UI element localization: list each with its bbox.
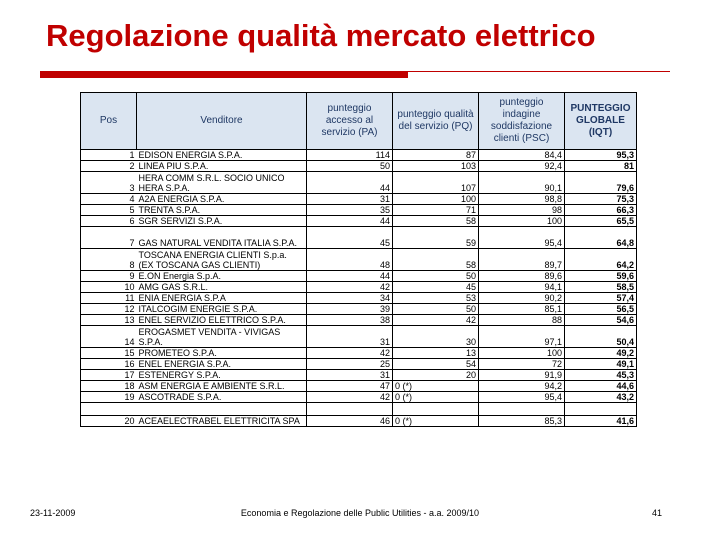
cell-venditore: LINEA PIU S.P.A.: [137, 161, 307, 172]
cell-iqt: 49,1: [565, 359, 637, 370]
cell-psc: 94,1: [479, 282, 565, 293]
cell-psc: 90,1: [479, 172, 565, 194]
cell-venditore: ENEL ENERGIA S.P.A.: [137, 359, 307, 370]
cell-pa: 31: [307, 370, 393, 381]
cell-iqt: 65,5: [565, 216, 637, 227]
footer-date: 23-11-2009: [30, 508, 76, 518]
cell-pos: 8: [81, 249, 137, 271]
cell-iqt: 75,3: [565, 194, 637, 205]
cell-pq: 103: [393, 161, 479, 172]
table-row: [81, 293, 637, 304]
cell-iqt: 81: [565, 161, 637, 172]
cell-pos: 16: [81, 359, 137, 370]
cell-iqt: 43,2: [565, 392, 637, 403]
ranking-table: [80, 92, 637, 427]
cell-psc: 85,3: [479, 416, 565, 427]
cell-venditore: TOSCANA ENERGIA CLIENTI S.p.a. (EX TOSCANA GAS CLIENTI): [137, 249, 307, 271]
cell-psc: 94,2: [479, 381, 565, 392]
table-row: [81, 161, 637, 172]
cell-psc: 84,4: [479, 150, 565, 161]
table-row: [81, 205, 637, 216]
cell-pos: 1: [81, 150, 137, 161]
table-row: [81, 416, 637, 427]
cell-pos: 19: [81, 392, 137, 403]
table-row: [81, 315, 637, 326]
cell-venditore: E.ON Energia S.p.A.: [137, 271, 307, 282]
header-iqt: PUNTEGGIO GLOBALE (IQT): [565, 93, 637, 150]
cell-venditore: ASCOTRADE S.P.A.: [137, 392, 307, 403]
cell-pq: 13: [393, 348, 479, 359]
cell-pq: 0 (*): [393, 381, 479, 392]
cell-iqt: 59,6: [565, 271, 637, 282]
cell-psc: 100: [479, 216, 565, 227]
header-pq: punteggio qualità del servizio (PQ): [393, 93, 479, 150]
cell-iqt: 41,6: [565, 416, 637, 427]
cell-pa: 47: [307, 381, 393, 392]
cell-pa: 44: [307, 216, 393, 227]
cell-psc: 90,2: [479, 293, 565, 304]
cell-pos: 15: [81, 348, 137, 359]
cell-pq: 0 (*): [393, 392, 479, 403]
cell-pq: 87: [393, 150, 479, 161]
cell-iqt: 58,5: [565, 282, 637, 293]
cell-pos: 17: [81, 370, 137, 381]
header-psc: punteggio indagine soddisfazione clienti (PSC): [479, 93, 565, 150]
cell-iqt: 64,2: [565, 249, 637, 271]
header-pos: Pos: [81, 93, 137, 150]
cell-psc: 95,4: [479, 227, 565, 249]
cell-pos: 4: [81, 194, 137, 205]
cell-pa: 42: [307, 348, 393, 359]
table-body: [81, 150, 637, 427]
spacer-cell: [479, 403, 565, 416]
cell-venditore: HERA COMM S.R.L. SOCIO UNICO HERA S.P.A.: [137, 172, 307, 194]
cell-pa: 44: [307, 271, 393, 282]
cell-iqt: 66,3: [565, 205, 637, 216]
table-row: [81, 282, 637, 293]
cell-venditore: ACEAELECTRABEL ELETTRICITA SPA: [137, 416, 307, 427]
cell-venditore: ASM ENERGIA E AMBIENTE S.R.L.: [137, 381, 307, 392]
cell-venditore: TRENTA S.P.A.: [137, 205, 307, 216]
cell-pa: 50: [307, 161, 393, 172]
cell-pa: 48: [307, 249, 393, 271]
cell-pq: 100: [393, 194, 479, 205]
cell-pq: 58: [393, 216, 479, 227]
cell-pa: 31: [307, 194, 393, 205]
header-pa: punteggio accesso al servizio (PA): [307, 93, 393, 150]
table-row: [81, 304, 637, 315]
cell-venditore: SGR SERVIZI S.P.A.: [137, 216, 307, 227]
cell-pq: 107: [393, 172, 479, 194]
cell-pa: 35: [307, 205, 393, 216]
table-row: [81, 370, 637, 381]
spacer-cell: [81, 403, 137, 416]
cell-psc: 98,8: [479, 194, 565, 205]
cell-psc: 92,4: [479, 161, 565, 172]
cell-pa: 42: [307, 392, 393, 403]
cell-pq: 53: [393, 293, 479, 304]
table-row: [81, 194, 637, 205]
cell-pos: 11: [81, 293, 137, 304]
cell-pq: 71: [393, 205, 479, 216]
cell-venditore: PROMETEO S.P.A.: [137, 348, 307, 359]
cell-pq: 54: [393, 359, 479, 370]
cell-psc: 98: [479, 205, 565, 216]
cell-pos: 7: [81, 227, 137, 249]
cell-pa: 25: [307, 359, 393, 370]
slide-title: Regolazione qualità mercato elettrico: [46, 18, 596, 53]
cell-psc: 91,9: [479, 370, 565, 381]
cell-psc: 89,7: [479, 249, 565, 271]
table-row: [81, 249, 637, 271]
cell-pos: 20: [81, 416, 137, 427]
cell-pq: 50: [393, 304, 479, 315]
footer-page-number: 41: [652, 508, 663, 518]
cell-pa: 31: [307, 326, 393, 348]
cell-pq: 58: [393, 249, 479, 271]
spacer-cell: [137, 403, 307, 416]
table-header-row: [81, 93, 637, 150]
cell-pq: 50: [393, 271, 479, 282]
cell-pq: 0 (*): [393, 416, 479, 427]
cell-pos: 18: [81, 381, 137, 392]
table-row: [81, 150, 637, 161]
cell-venditore: EROGASMET VENDITA - VIVIGAS S.P.A.: [137, 326, 307, 348]
cell-venditore: EDISON ENERGIA S.P.A.: [137, 150, 307, 161]
table-row: [81, 348, 637, 359]
cell-iqt: 54,6: [565, 315, 637, 326]
cell-pq: 30: [393, 326, 479, 348]
cell-pq: 45: [393, 282, 479, 293]
table-row: [81, 227, 637, 249]
cell-venditore: ESTENERGY S.P.A.: [137, 370, 307, 381]
cell-pa: 44: [307, 172, 393, 194]
cell-pa: 39: [307, 304, 393, 315]
cell-iqt: 56,5: [565, 304, 637, 315]
footer-course: Economia e Regolazione delle Public Utilities - a.a. 2009/10: [240, 508, 480, 518]
cell-pos: 9: [81, 271, 137, 282]
cell-pos: 2: [81, 161, 137, 172]
ranking-table-container: [80, 92, 636, 427]
cell-iqt: 45,3: [565, 370, 637, 381]
cell-pa: 114: [307, 150, 393, 161]
cell-iqt: 50,4: [565, 326, 637, 348]
table-row: [81, 392, 637, 403]
cell-iqt: 79,6: [565, 172, 637, 194]
spacer-cell: [565, 403, 637, 416]
cell-pa: 34: [307, 293, 393, 304]
table-spacer-row: [81, 403, 637, 416]
header-venditore: Venditore: [137, 93, 307, 150]
cell-psc: 97,1: [479, 326, 565, 348]
cell-venditore: ENEL SERVIZIO ELETTRICO S.P.A.: [137, 315, 307, 326]
cell-iqt: 57,4: [565, 293, 637, 304]
cell-venditore: ITALCOGIM ENERGIE S.P.A.: [137, 304, 307, 315]
cell-iqt: 49,2: [565, 348, 637, 359]
cell-venditore: AMG GAS S.R.L.: [137, 282, 307, 293]
cell-psc: 88: [479, 315, 565, 326]
cell-psc: 72: [479, 359, 565, 370]
cell-pa: 45: [307, 227, 393, 249]
cell-pos: 14: [81, 326, 137, 348]
cell-pos: 13: [81, 315, 137, 326]
cell-iqt: 95,3: [565, 150, 637, 161]
cell-pq: 20: [393, 370, 479, 381]
cell-psc: 85,1: [479, 304, 565, 315]
cell-pos: 6: [81, 216, 137, 227]
table-row: [81, 172, 637, 194]
table-row: [81, 381, 637, 392]
cell-venditore: GAS NATURAL VENDITA ITALIA S.P.A.: [137, 227, 307, 249]
cell-iqt: 44,6: [565, 381, 637, 392]
cell-pos: 3: [81, 172, 137, 194]
spacer-cell: [393, 403, 479, 416]
cell-pos: 5: [81, 205, 137, 216]
cell-pos: 10: [81, 282, 137, 293]
title-rule-thick: [40, 71, 408, 78]
cell-pa: 38: [307, 315, 393, 326]
table-row: [81, 359, 637, 370]
cell-pq: 42: [393, 315, 479, 326]
cell-venditore: A2A ENERGIA S.P.A.: [137, 194, 307, 205]
cell-pos: 12: [81, 304, 137, 315]
table-row: [81, 216, 637, 227]
cell-pa: 46: [307, 416, 393, 427]
cell-psc: 89,6: [479, 271, 565, 282]
cell-pq: 59: [393, 227, 479, 249]
table-row: [81, 271, 637, 282]
cell-venditore: ENIA ENERGIA S.P.A: [137, 293, 307, 304]
table-row: [81, 326, 637, 348]
cell-psc: 95,4: [479, 392, 565, 403]
cell-psc: 100: [479, 348, 565, 359]
cell-pa: 42: [307, 282, 393, 293]
cell-iqt: 64,8: [565, 227, 637, 249]
title-rule-thin: [408, 71, 670, 72]
spacer-cell: [307, 403, 393, 416]
